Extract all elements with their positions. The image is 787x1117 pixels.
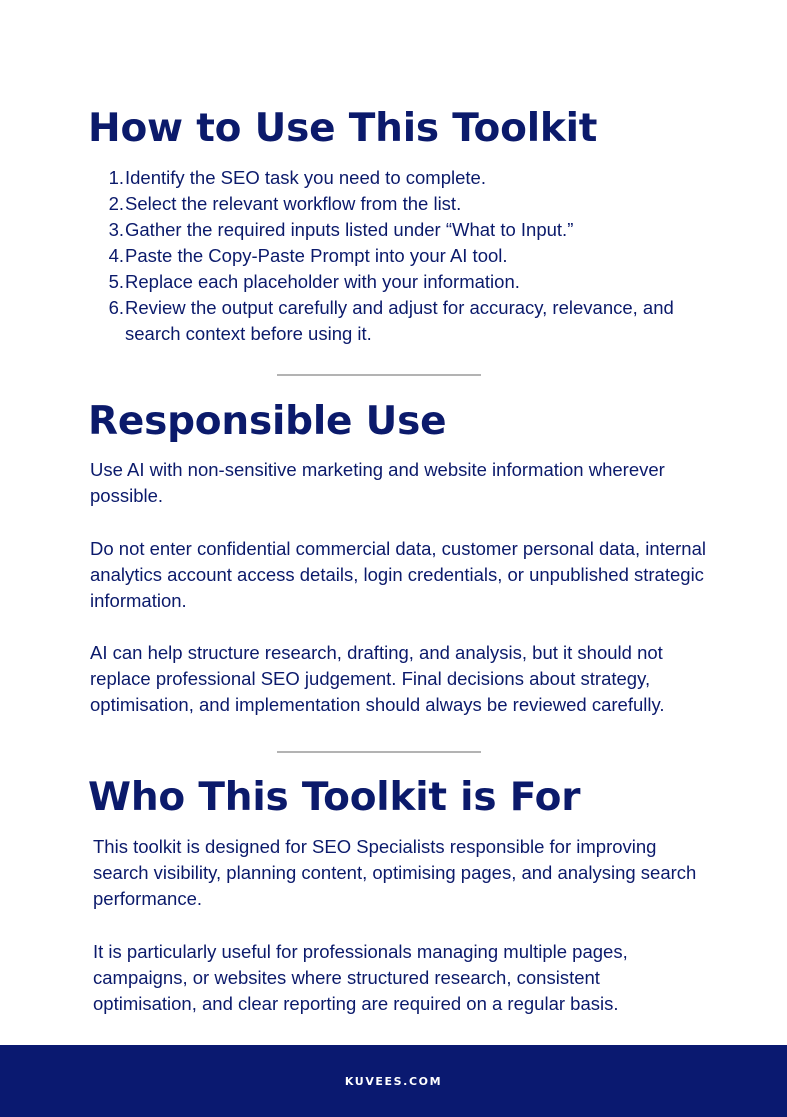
step-text: Identify the SEO task you need to complete. <box>125 167 486 188</box>
step-number: 4. <box>108 245 124 266</box>
who-for-paragraph: This toolkit is designed for SEO Specialists responsible for improving search visibility, planning content, optimising pages, and analysing search performance. <box>93 836 697 909</box>
step-number: 5. <box>108 271 124 292</box>
list-item <box>104 295 724 347</box>
section-title-responsible-use: Responsible Use <box>88 399 447 444</box>
step-number: 2. <box>108 193 124 214</box>
list-item <box>104 269 724 295</box>
list-item <box>104 217 724 243</box>
section-title-who-for: Who This Toolkit is For <box>88 775 581 820</box>
section-divider <box>277 374 481 376</box>
responsible-use-paragraph: Use AI with non-sensitive marketing and website information wherever possible. <box>90 459 665 506</box>
who-for-paragraph: It is particularly useful for professionals managing multiple pages, campaigns, or websites where structured research, consistent optimisation, and clear reporting are required on a regular basis. <box>93 941 628 1014</box>
footer-bar <box>0 1045 787 1117</box>
section-title-how-to-use: How to Use This Toolkit <box>88 106 598 151</box>
step-number: 6. <box>108 297 124 318</box>
list-item <box>104 165 724 191</box>
step-text: Gather the required inputs listed under “What to Input.” <box>125 219 574 240</box>
step-text: Replace each placeholder with your information. <box>125 271 520 292</box>
step-number: 1. <box>108 167 124 188</box>
step-number: 3. <box>108 219 124 240</box>
responsible-use-paragraph: Do not enter confidential commercial data, customer personal data, internal analytics account access details, login credentials, or unpublished strategic information. <box>90 538 706 611</box>
list-item <box>104 243 724 269</box>
responsible-use-paragraph: AI can help structure research, drafting, and analysis, but it should not replace professional SEO judgement. Final decisions about strategy, optimisation, and implementation should always be reviewed carefully. <box>90 642 665 715</box>
step-text: Paste the Copy-Paste Prompt into your AI tool. <box>125 245 508 266</box>
step-text: Select the relevant workflow from the list. <box>125 193 462 214</box>
step-text: Review the output carefully and adjust for accuracy, relevance, and search context before using it. <box>125 297 674 344</box>
steps-list <box>104 165 724 347</box>
footer-link[interactable]: KUVEES.COM <box>344 1074 443 1088</box>
list-item <box>104 191 724 217</box>
section-divider <box>277 751 481 753</box>
